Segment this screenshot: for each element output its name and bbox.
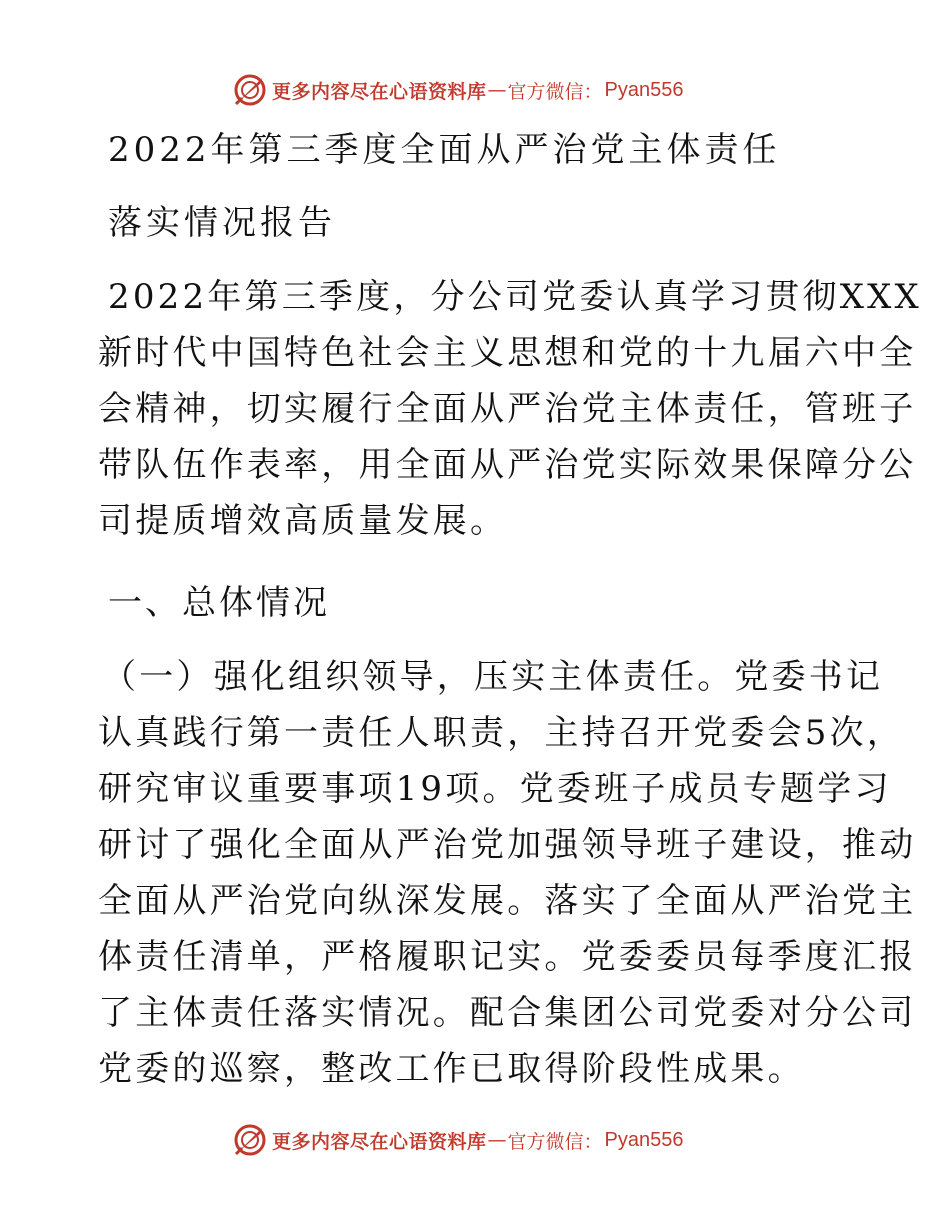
section-para-line: 体责任清单，严格履职记实。党委委员每季度汇报 [98, 937, 917, 977]
watermark-footer [232, 1122, 684, 1158]
section-para-line: 了主体责任落实情况。配合集团公司党委对分公司 [98, 993, 917, 1033]
watermark-wechat-id: Pyan556 [604, 1128, 684, 1151]
section-para-line: 党委的巡察，整改工作已取得阶段性成果。 [98, 1049, 805, 1089]
document-title-line-1: 2022年第三季度全面从严治党主体责任 [108, 130, 781, 170]
intro-line: 会精神，切实履行全面从严治党主体责任，管班子 [98, 389, 917, 429]
watermark-dash: — [487, 79, 507, 101]
intro-line: 带队伍作表率，用全面从严治党实际效果保障分公 [98, 445, 917, 485]
brand-logo-icon [232, 72, 268, 108]
watermark-text: 更多内容尽在心语资料库 [272, 1130, 487, 1153]
watermark-official-label: 官方微信： [507, 1130, 603, 1153]
section-para-line: 全面从严治党向纵深发展。落实了全面从严治党主 [98, 881, 917, 921]
intro-line: 新时代中国特色社会主义思想和党的十九届六中全 [98, 333, 917, 373]
watermark-text: 更多内容尽在心语资料库 [272, 80, 487, 103]
section-heading: 一、总体情况 [108, 583, 330, 623]
intro-line: 2022年第三季度，分公司党委认真学习贯彻XXX [108, 277, 922, 317]
section-para-line: 认真践行第一责任人职责，主持召开党委会5次， [98, 713, 905, 753]
section-para-line: 研究审议重要事项19项。党委班子成员专题学习 [98, 769, 892, 809]
section-para-line: （一）强化组织领导，压实主体责任。党委书记 [102, 657, 884, 697]
brand-logo-icon [232, 1122, 268, 1158]
watermark-dash: — [487, 1129, 507, 1151]
document-title-line-2: 落实情况报告 [108, 203, 336, 243]
watermark-official-label: 官方微信： [507, 80, 603, 103]
intro-line: 司提质增效高质量发展。 [98, 501, 508, 541]
watermark-header [232, 72, 684, 108]
section-para-line: 研讨了强化全面从严治党加强领导班子建设，推动 [98, 825, 917, 865]
watermark-wechat-id: Pyan556 [604, 78, 684, 101]
